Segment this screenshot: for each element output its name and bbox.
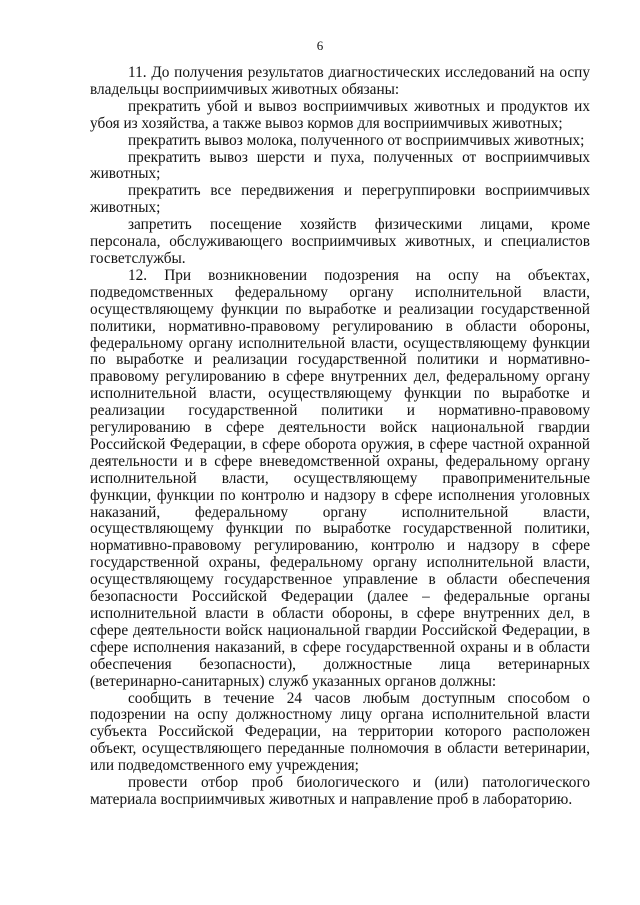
page-number: 6 [316,38,324,53]
paragraph-sampling: провести отбор проб биологического и (или) патологического материала восприимчивых животных и направление проб в лабораторию. [90,774,590,808]
paragraph-stop-slaughter: прекратить убой и вывоз восприимчивых животных и продуктов их убоя из хозяйства, а также вывоз кормов для восприимчивых животных; [90,97,590,132]
document-body [90,65,590,809]
paragraph-stop-milk: прекратить вывоз молока, полученного от восприимчивых животных; [128,131,585,149]
paragraph-report-24h: сообщить в течение 24 часов любым доступным способом о подозрении на оспу должностному лицу органа исполнительной власти субъекта Российской Федерации, на территории которого расположен объект, осуществляющего переданные полномочия в области ветеринарии, или подведомственного ему учреждения; [90,689,590,775]
paragraph-12-intro: 12. При возникновении подозрения на оспу на объектах, подведомственных федеральному органу исполнительной власти, осуществляющему функции по выработке и реализации государственной политики, нормативно-правовому регулированию в области обороны, федеральному органу исполнительной власти, осуществляющему функции по выработке и реализации государственной политики и нормативно-правовому регулированию в сфере внутренних дел, федеральному органу исполнительной власти, осуществляющему функции по выработке и реализации государственной политики и нормативно-правовому регулированию в сфере деятельности войск национальной гвардии Российской Федерации, в сфере оборота оружия, в сфере частной охранной деятельности и в сфере вневедомственной охраны, федеральному органу исполнительной власти, осуществляющему правоприменительные функции, функции по контролю и надзору в сфере исполнения уголовных наказаний, федеральному органу исполнительной власти, осуществляющему функции по выработке государственной политики, нормативно-правовому регулированию, контролю и надзору в сфере государственной охраны, федеральному органу исполнительной власти, осуществляющему государственное управление в области обеспечения безопасности Российской Федерации (далее – федеральные органы исполнительной власти в области обороны, в сфере внутренних дел, в сфере деятельности войск национальной гвардии Российской Федерации, в сфере исполнения наказаний, в сфере государственной охраны и в области обеспечения безопасности), должностные лица ветеринарных (ветеринарно-санитарных) служб указанных органов должны: [90,266,590,690]
paragraph-stop-movement: прекратить все передвижения и перегруппировки восприимчивых животных; [90,182,590,217]
paragraph-prohibit-visits: запретить посещение хозяйств физическими лицами, кроме персонала, обслуживающего восприимчивых животных, и специалистов госветслужбы. [90,216,590,267]
paragraph-11-intro: 11. До получения результатов диагностических исследований на оспу владельцы восприимчивых животных обязаны: [90,64,590,98]
paragraph-stop-wool: прекратить вывоз шерсти и пуха, полученных от восприимчивых животных; [90,148,590,183]
